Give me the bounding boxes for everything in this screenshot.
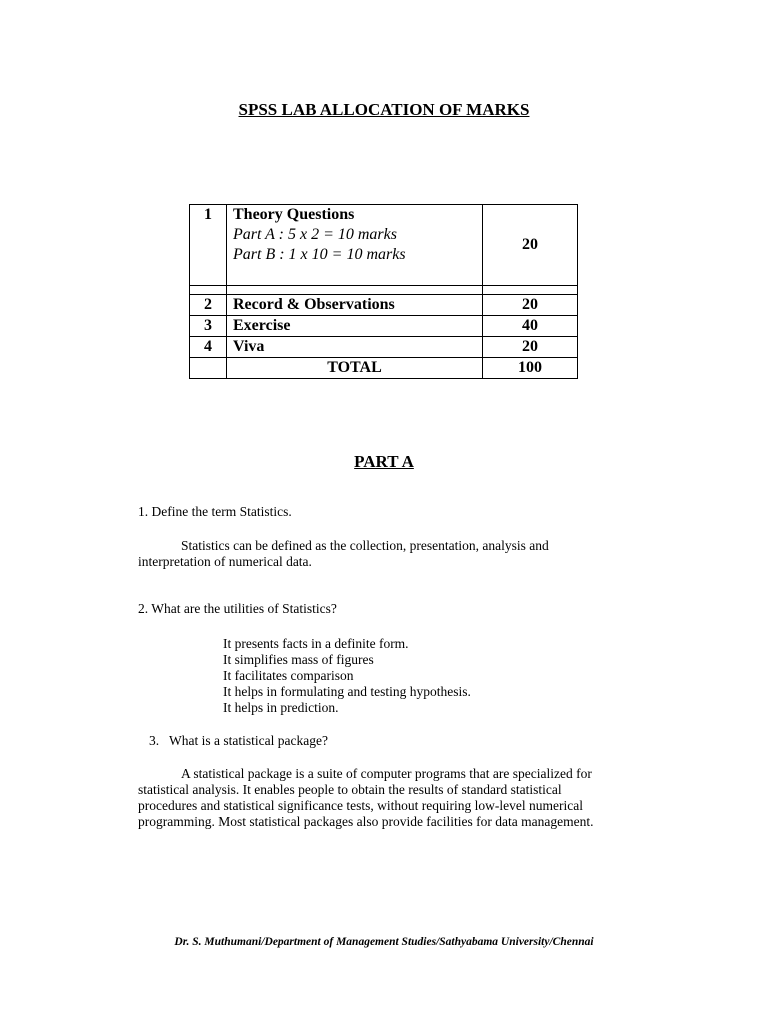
page-title: SPSS LAB ALLOCATION OF MARKS (238, 100, 530, 119)
list-item: It facilitates comparison (223, 668, 354, 683)
theory-cell (227, 205, 483, 286)
table-total-row (190, 358, 578, 379)
total-label: TOTAL (227, 358, 483, 379)
answer-1: Statistics can be defined as the collection, presentation, analysis and interpretation of numerical data. (138, 538, 549, 569)
question-1: 1. Define the term Statistics. (138, 504, 292, 519)
question-2: 2. What are the utilities of Statistics? (138, 601, 337, 616)
table-row (190, 205, 578, 286)
total-marks: 100 (483, 358, 578, 379)
row-number: 3 (190, 316, 227, 337)
part-b-line: Part B : 1 x 10 = 10 marks (233, 246, 406, 263)
table-row (190, 295, 578, 316)
row-number: 4 (190, 337, 227, 358)
question-3: 3. What is a statistical package? (149, 733, 328, 748)
row-label: Record & Observations (227, 295, 483, 316)
part-a-heading: PART A (354, 452, 414, 471)
row-label: Viva (227, 337, 483, 358)
marks-table (189, 204, 578, 379)
list-item: It helps in prediction. (223, 700, 339, 715)
marks-cell: 20 (483, 337, 578, 358)
marks-cell: 40 (483, 316, 578, 337)
list-item: It simplifies mass of figures (223, 652, 374, 667)
row-label: Exercise (227, 316, 483, 337)
row-number: 2 (190, 295, 227, 316)
part-a-line: Part A : 5 x 2 = 10 marks (233, 226, 397, 243)
answer-3: A statistical package is a suite of computer programs that are specialized for statistical analysis. It enables people to obtain the results of standard statistical procedures and statistical significance tests, without requiring low-level numerical programming. Most statistical packages also provide facilities for data management. (138, 766, 594, 829)
row-number: 1 (190, 205, 227, 286)
table-row (190, 337, 578, 358)
table-row (190, 316, 578, 337)
marks-cell: 20 (483, 295, 578, 316)
answer-2-list (223, 636, 471, 716)
table-gap (190, 286, 578, 295)
theory-heading: Theory Questions (233, 206, 355, 223)
page-footer: Dr. S. Muthumani/Department of Management Studies/Sathyabama University/Chennai (174, 936, 594, 948)
list-item: It helps in formulating and testing hypothesis. (223, 684, 471, 699)
list-item: It presents facts in a definite form. (223, 636, 409, 651)
empty-cell (190, 358, 227, 379)
marks-cell: 20 (483, 205, 578, 286)
